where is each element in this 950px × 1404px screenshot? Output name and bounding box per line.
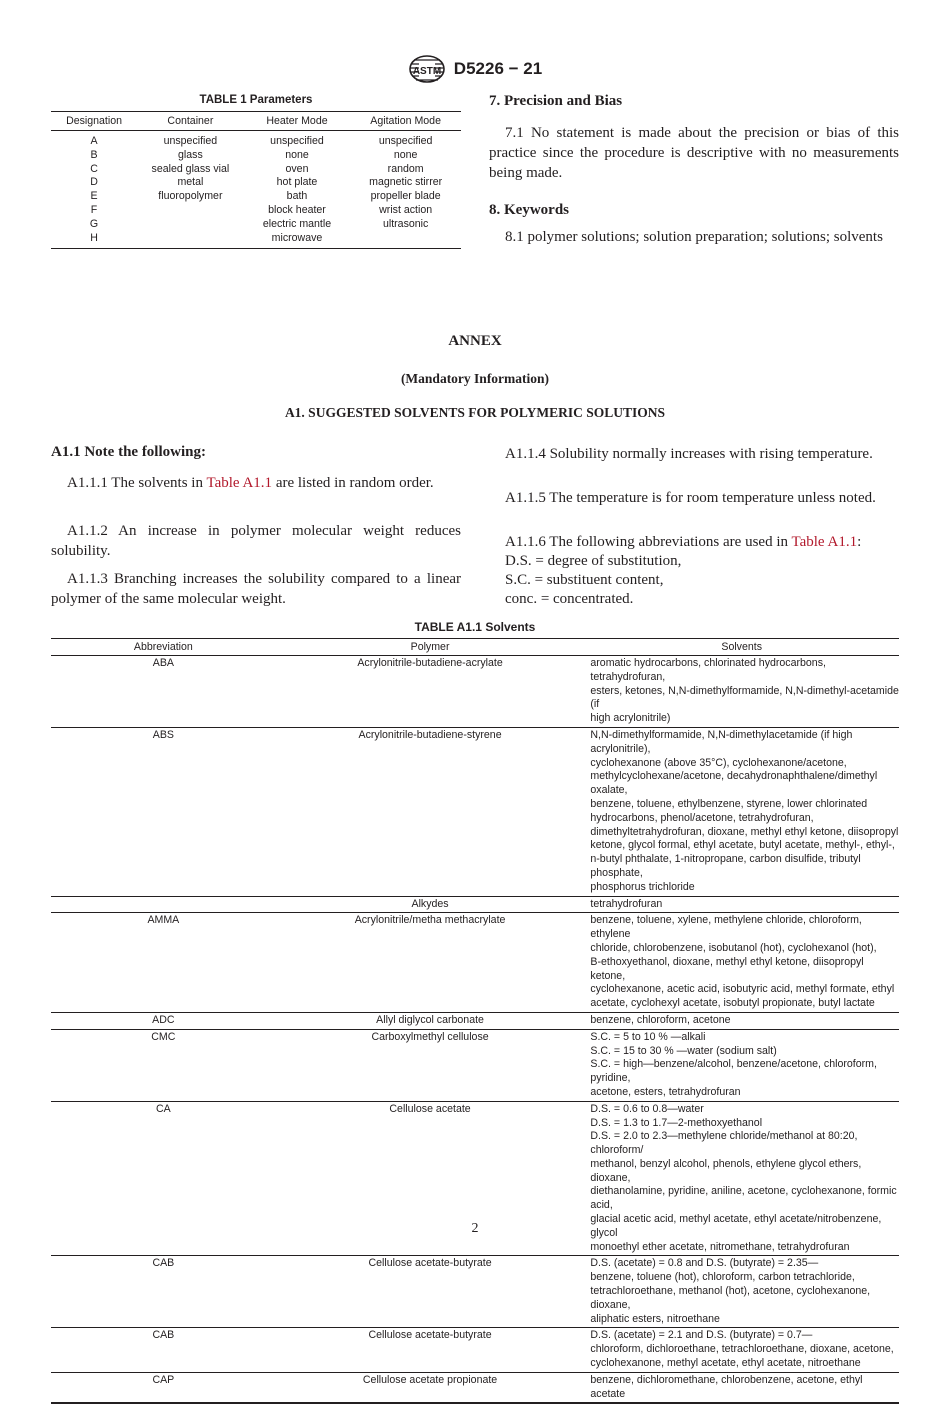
table-row bbox=[51, 218, 461, 232]
abbreviation-cell: CMC bbox=[51, 1029, 276, 1101]
solvent-line: hydrocarbons, phenol/acetone, tetrahydrofuran, bbox=[590, 811, 814, 824]
paragraph-a1-1-6 bbox=[489, 532, 899, 552]
polymer-cell: Cellulose acetate-butyrate bbox=[276, 1256, 585, 1328]
solvent-line: ketone, glycol formal, ethyl acetate, butyl acetate, methyl-, ethyl-, bbox=[590, 839, 895, 852]
table-row bbox=[51, 1372, 899, 1403]
column-header: Designation bbox=[51, 112, 137, 131]
solvent-line: dimethyltetrahydrofuran, dioxane, methyl ethyl ketone, diisopropyl bbox=[590, 825, 899, 838]
table-cell bbox=[137, 218, 244, 232]
abbreviation-cell: CA bbox=[51, 1101, 276, 1256]
table-cell: unspecified bbox=[270, 135, 324, 147]
table-row bbox=[51, 896, 899, 913]
solvent-line: esters, ketones, N,N-dimethylformamide, N,N-dimethyl-acetamide (if bbox=[590, 684, 899, 711]
solvent-line: acetate, cyclohexyl acetate, isobutyl propionate, butyl lactate bbox=[590, 997, 875, 1010]
table-row bbox=[51, 727, 899, 896]
polymer-cell: Cellulose acetate-butyrate bbox=[276, 1328, 585, 1372]
table-row bbox=[51, 149, 461, 163]
table-a1-1-link[interactable]: Table A1.1 bbox=[206, 475, 273, 491]
table-cell: fluoropolymer bbox=[158, 190, 223, 203]
table-cell: unspecified bbox=[378, 135, 433, 147]
abbreviation-cell: AMMA bbox=[51, 913, 276, 1013]
solvent-line: tetrahydrofuran bbox=[590, 897, 663, 910]
table-1 bbox=[51, 94, 461, 249]
column-header: Container bbox=[137, 112, 244, 131]
a1-1-heading: A1.1 Note the following: bbox=[51, 444, 206, 460]
solvent-line: D.S. = 2.0 to 2.3—methylene chloride/methanol at 80:20, chloroform/ bbox=[590, 1130, 858, 1157]
table-cell: none bbox=[285, 148, 309, 161]
table-cell bbox=[350, 232, 461, 249]
table-cell: F bbox=[90, 203, 98, 216]
solvent-line: aliphatic esters, nitroethane bbox=[590, 1312, 720, 1325]
solvent-line: high acrylonitrile) bbox=[590, 712, 671, 725]
table-cell: B bbox=[90, 148, 98, 161]
section-7-heading: 7. Precision and Bias bbox=[489, 93, 623, 109]
solvent-line: glacial acetic acid, methyl acetate, ethyl acetate/nitrobenzene, glycol bbox=[590, 1213, 882, 1239]
paragraph-a1-1-2: A1.1.2 An increase in polymer molecular weight reduces solubility. bbox=[51, 523, 461, 559]
solvents-cell bbox=[584, 656, 899, 728]
table-cell: wrist action bbox=[379, 203, 433, 216]
section-8-heading: 8. Keywords bbox=[489, 202, 569, 218]
solvent-line: D.S. (acetate) = 0.8 and D.S. (butyrate) = 2.35— bbox=[590, 1257, 819, 1270]
column-header: Solvents bbox=[584, 639, 899, 656]
astm-logo-icon bbox=[408, 54, 446, 84]
solvents-cell bbox=[584, 727, 899, 896]
table-cell: oven bbox=[285, 162, 309, 175]
solvents-cell bbox=[584, 1029, 899, 1101]
table-row bbox=[51, 131, 461, 149]
annex-title: ANNEX bbox=[448, 333, 502, 349]
solvents-cell bbox=[584, 1328, 899, 1372]
table-cell: D bbox=[90, 176, 98, 189]
table-cell: bath bbox=[286, 190, 308, 203]
page-number: 2 bbox=[471, 1221, 479, 1236]
table-a1-1 bbox=[51, 620, 899, 1404]
table-cell: C bbox=[90, 162, 98, 175]
solvent-line: benzene, dichloromethane, chlorobenzene, acetone, ethyl acetate bbox=[590, 1373, 863, 1400]
polymer-cell: Cellulose acetate bbox=[276, 1101, 585, 1256]
solvent-line: S.C. = 5 to 10 % —alkali bbox=[590, 1030, 706, 1043]
page-header bbox=[0, 54, 950, 84]
a1-1-6-colon: : bbox=[857, 534, 862, 550]
standard-designation: D5226 − 21 bbox=[453, 59, 543, 78]
solvent-line: S.C. = high—benzene/alcohol, benzene/acetone, chloroform, pyridine, bbox=[590, 1058, 877, 1085]
polymer-cell: Allyl diglycol carbonate bbox=[276, 1012, 585, 1029]
table-row bbox=[51, 163, 461, 177]
annex-subtitle: (Mandatory Information) bbox=[400, 371, 550, 386]
table-cell bbox=[137, 232, 244, 249]
solvent-line: benzene, toluene (hot), chloroform, carbon tetrachloride, bbox=[590, 1271, 855, 1284]
paragraph-a1-1-3: A1.1.3 Branching increases the solubility compared to a linear polymer of the same molecular weight. bbox=[51, 571, 461, 607]
solvent-line: benzene, toluene, ethylbenzene, styrene, lower chlorinated bbox=[590, 797, 868, 810]
solvent-line: aromatic hydrocarbons, chlorinated hydrocarbons, tetrahydrofuran, bbox=[590, 657, 826, 683]
solvents-cell bbox=[584, 1012, 899, 1029]
a1-1-1-text: A1.1.1 The solvents in bbox=[67, 475, 207, 491]
table-a1-1-link[interactable]: Table A1.1 bbox=[791, 534, 858, 550]
abbreviation-cell: ABA bbox=[51, 656, 276, 728]
table-cell: H bbox=[51, 232, 137, 249]
solvent-line: cyclohexanone, methyl acetate, ethyl acetate, nitroethane bbox=[590, 1357, 861, 1370]
column-header: Polymer bbox=[276, 639, 585, 656]
paragraph-8-1: 8.1 polymer solutions; solution preparation; solutions; solvents bbox=[505, 229, 883, 245]
annex-heading: A1. SUGGESTED SOLVENTS FOR POLYMERIC SOLUTIONS bbox=[284, 405, 666, 420]
table-cell: E bbox=[90, 190, 98, 203]
column-header: Heater Mode bbox=[244, 112, 351, 131]
solvent-line: chloroform, dichloroethane, tetrachloroethane, dioxane, acetone, bbox=[590, 1343, 894, 1356]
solvent-line: phosphorus trichloride bbox=[590, 880, 695, 893]
solvents-cell bbox=[584, 1372, 899, 1403]
table-row bbox=[51, 204, 461, 218]
column-header: Agitation Mode bbox=[350, 112, 461, 131]
svg-text:ASTM: ASTM bbox=[412, 66, 441, 77]
abbreviation-cell: CAB bbox=[51, 1256, 276, 1328]
polymer-cell: Acrylonitrile-butadiene-acrylate bbox=[276, 656, 585, 728]
polymer-cell: Alkydes bbox=[276, 896, 585, 913]
abbreviation-cell bbox=[51, 896, 276, 913]
table-row bbox=[51, 190, 461, 204]
table-cell: propeller blade bbox=[370, 190, 441, 203]
a1-1-1-text-end: are listed in random order. bbox=[272, 475, 434, 491]
solvent-line: cyclohexanone, acetic acid, isobutyric acid, methyl formate, ethyl bbox=[590, 983, 895, 996]
table-row bbox=[51, 1029, 899, 1101]
solvent-line: cyclohexanone (above 35°C), cyclohexanone/acetone, bbox=[590, 756, 847, 769]
solvent-line: diethanolamine, pyridine, aniline, acetone, cyclohexanone, formic acid, bbox=[590, 1185, 897, 1212]
abbreviation-cell: ABS bbox=[51, 727, 276, 896]
table-row bbox=[51, 1012, 899, 1029]
table-cell: metal bbox=[177, 176, 204, 189]
paragraph-a1-1-5: A1.1.5 The temperature is for room temperature unless noted. bbox=[505, 490, 876, 506]
solvent-line: D.S. = 1.3 to 1.7—2-methoxyethanol bbox=[590, 1116, 763, 1129]
paragraph-7-1: 7.1 No statement is made about the precision or bias of this practice since the procedure is descriptive with no measurements being made. bbox=[489, 125, 899, 181]
solvent-line: D.S. (acetate) = 2.1 and D.S. (butyrate) = 0.7— bbox=[590, 1329, 813, 1342]
table-cell: random bbox=[387, 162, 424, 175]
abbreviation-sc: S.C. = substituent content, bbox=[505, 572, 664, 588]
abbreviation-cell: CAP bbox=[51, 1372, 276, 1403]
abbreviation-cell: CAB bbox=[51, 1328, 276, 1372]
table-row bbox=[51, 232, 461, 249]
solvents-cell bbox=[584, 1256, 899, 1328]
solvent-line: benzene, chloroform, acetone bbox=[590, 1013, 731, 1026]
table-cell: glass bbox=[178, 148, 203, 161]
paragraph-a1-1-4: A1.1.4 Solubility normally increases with rising temperature. bbox=[505, 446, 873, 462]
table-cell: block heater bbox=[268, 203, 326, 216]
solvent-line: n-butyl phthalate, 1-nitropropane, carbon disulfide, tributyl phosphate, bbox=[590, 853, 861, 879]
solvent-line: tetrachloroethane, methanol (hot), acetone, cyclohexanone, dioxane, bbox=[590, 1285, 871, 1311]
table-1-caption: TABLE 1 Parameters bbox=[199, 94, 313, 106]
table-cell: G bbox=[89, 217, 99, 230]
table-a1-1-header-row bbox=[51, 639, 899, 656]
polymer-cell: Acrylonitrile/metha methacrylate bbox=[276, 913, 585, 1013]
table-a1-1-caption: TABLE A1.1 Solvents bbox=[414, 620, 536, 634]
table-cell: sealed glass vial bbox=[151, 162, 230, 175]
a1-1-6-text: A1.1.6 The following abbreviations are used in bbox=[505, 534, 792, 550]
table-cell: ultrasonic bbox=[382, 217, 429, 230]
table-cell: magnetic stirrer bbox=[369, 176, 443, 189]
solvent-line: N,N-dimethylformamide, N,N-dimethylacetamide (if high acrylonitrile), bbox=[590, 728, 853, 755]
table-cell: none bbox=[393, 148, 418, 161]
table-row bbox=[51, 1328, 899, 1372]
table-cell: electric mantle bbox=[262, 217, 332, 230]
table-row bbox=[51, 656, 899, 728]
table-row bbox=[51, 176, 461, 190]
solvent-line: methylcyclohexane/acetone, decahydronaphthalene/dimethyl oxalate, bbox=[590, 770, 878, 797]
table-row bbox=[51, 1256, 899, 1328]
solvent-line: chloride, chlorobenzene, isobutanol (hot), cyclohexanol (hot), bbox=[590, 941, 877, 954]
table-cell: microwave bbox=[244, 232, 351, 249]
solvent-line: S.C. = 15 to 30 % —water (sodium salt) bbox=[590, 1044, 777, 1057]
table-cell bbox=[137, 204, 244, 218]
abbreviation-ds: D.S. = degree of substitution, bbox=[505, 553, 682, 569]
table-cell: unspecified bbox=[163, 135, 218, 147]
abbreviation-cell: ADC bbox=[51, 1012, 276, 1029]
solvents-cell bbox=[584, 913, 899, 1013]
polymer-cell: Cellulose acetate propionate bbox=[276, 1372, 585, 1403]
solvent-line: monoethyl ether acetate, nitromethane, tetrahydrofuran bbox=[590, 1240, 850, 1253]
solvent-line: benzene, toluene, xylene, methylene chloride, chloroform, ethylene bbox=[590, 914, 862, 941]
solvent-line: B-ethoxyethanol, dioxane, methyl ethyl ketone, diisopropyl ketone, bbox=[590, 955, 864, 982]
polymer-cell: Acrylonitrile-butadiene-styrene bbox=[276, 727, 585, 896]
solvent-line: D.S. = 0.6 to 0.8—water bbox=[590, 1102, 704, 1115]
table-cell: A bbox=[90, 135, 98, 147]
paragraph-a1-1-1 bbox=[51, 473, 461, 493]
solvent-line: methanol, benzyl alcohol, phenols, ethylene glycol ethers, dioxane, bbox=[590, 1157, 862, 1184]
abbreviation-conc: conc. = concentrated. bbox=[505, 591, 634, 607]
table-row bbox=[51, 913, 899, 1013]
table-1-header-row bbox=[51, 112, 461, 131]
column-header: Abbreviation bbox=[51, 639, 276, 656]
table-cell: hot plate bbox=[276, 176, 318, 189]
solvents-cell bbox=[584, 896, 899, 913]
solvent-line: acetone, esters, tetrahydrofuran bbox=[590, 1085, 741, 1098]
polymer-cell: Carboxylmethyl cellulose bbox=[276, 1029, 585, 1101]
